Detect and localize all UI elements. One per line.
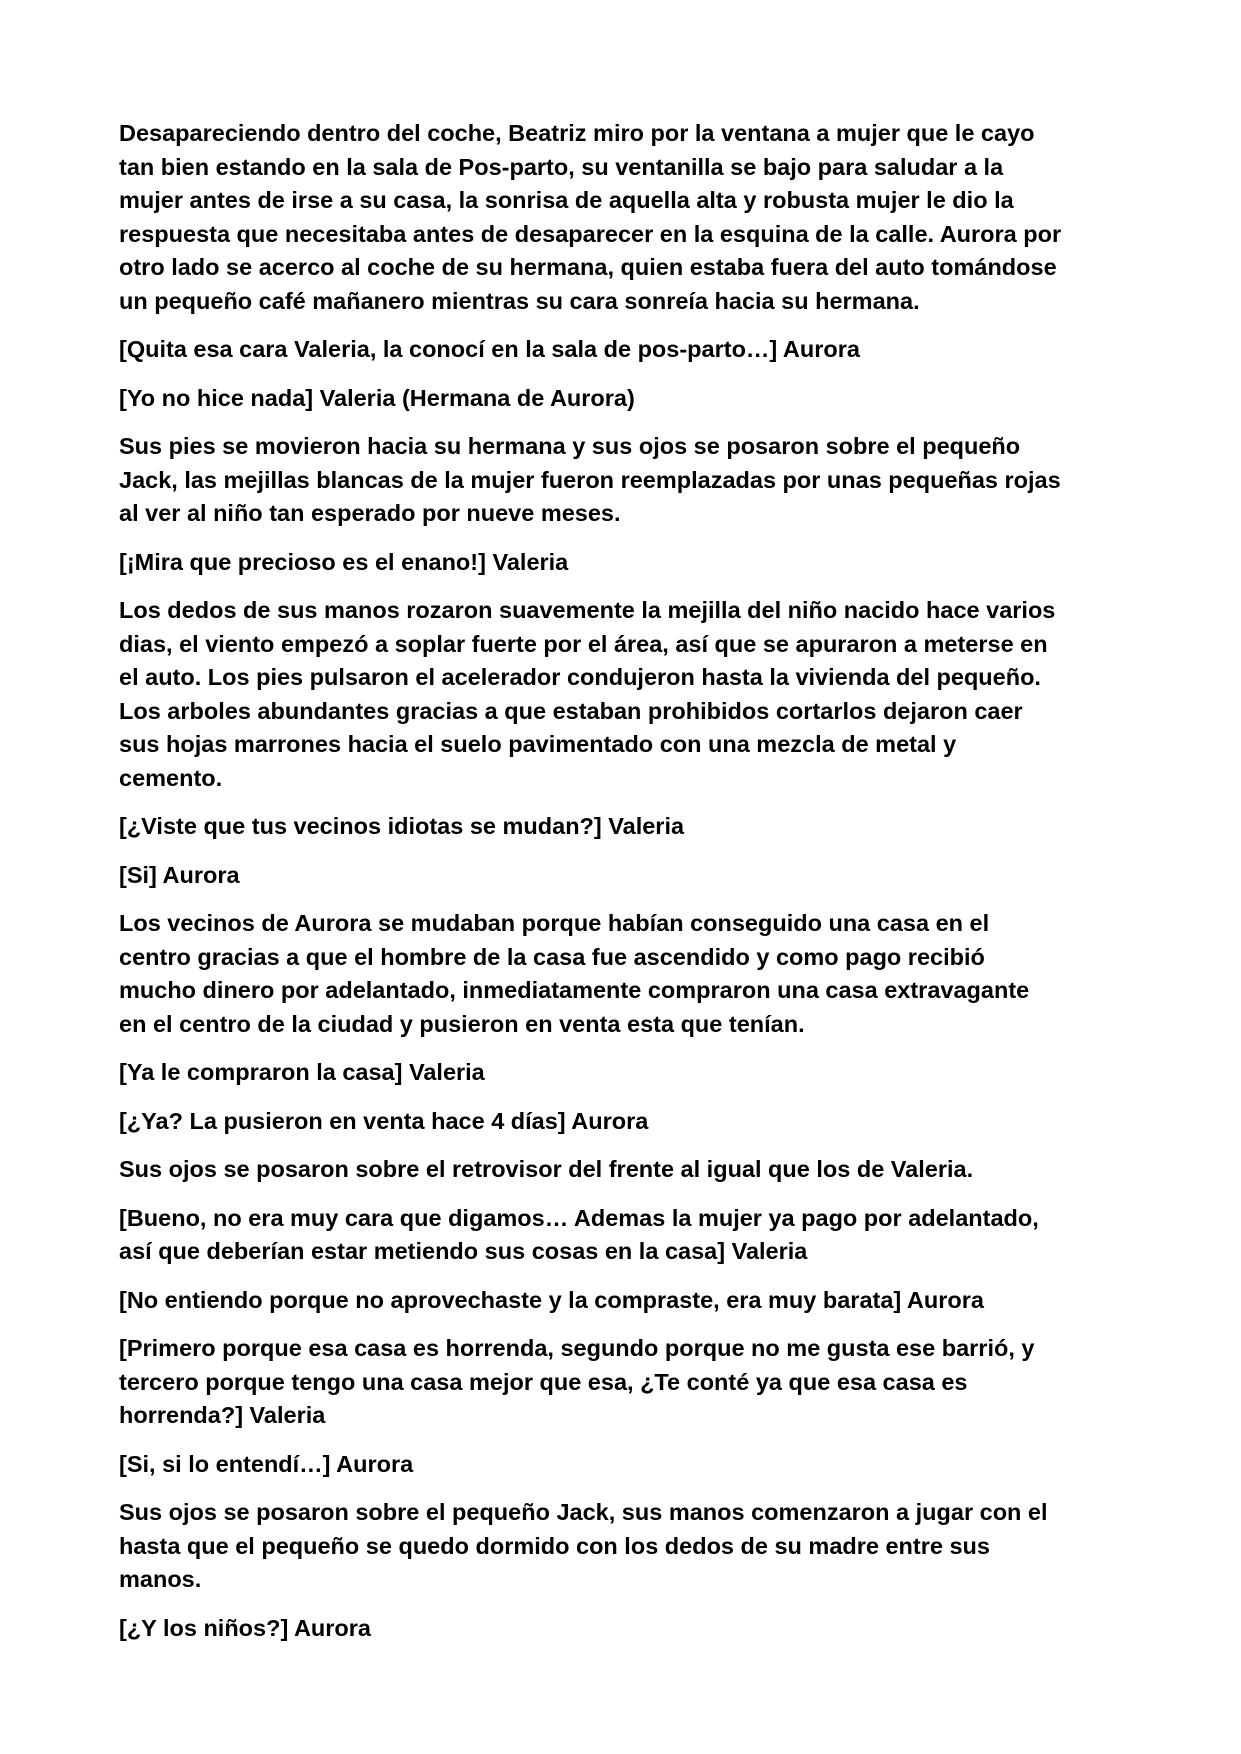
dialogue-line: [¿Ya? La pusieron en venta hace 4 días] Aurora [119,1107,649,1134]
dialogue-line: [¿Y los niños?] Aurora [119,1614,371,1641]
dialogue-line: [Si] Aurora [119,861,240,888]
dialogue-line: [Bueno, no era muy cara que digamos… Ademas la mujer ya pago por adelantado, así que deberían estar metiendo sus cosas en la casa] Valeria [119,1204,1039,1264]
narrative-paragraph: Desapareciendo dentro del coche, Beatriz miro por la ventana a mujer que le cayo tan bien estando en la sala de Pos-parto, su ventanilla se bajo para saludar a la mujer antes de irse a su casa, la sonrisa de aquella alta y robusta mujer le dio la respuesta que necesitaba antes de desaparecer en la esquina de la calle. Aurora por otro lado se acerco al coche de su hermana, quien estaba fuera del auto tomándose un pequeño café mañanero mientras su cara sonreía hacia su hermana. [119,120,1062,314]
narrative-paragraph: Los dedos de sus manos rozaron suavemente la mejilla del niño nacido hace varios dias, el viento empezó a soplar fuerte por el área, así que se apuraron a meterse en el auto. Los pies pulsaron el acelerador condujeron hasta la vivienda del pequeño. Los arboles abundantes gracias a que estaban prohibidos cortarlos dejaron caer sus hojas marrones hacia el suelo pavimentado con una mezcla de metal y cemento. [119,597,1056,791]
narrative-paragraph: Sus ojos se posaron sobre el pequeño Jack, sus manos comenzaron a jugar con el hasta que el pequeño se quedo dormido con los dedos de su madre entre sus manos. [119,1499,1048,1592]
narrative-paragraph: Sus ojos se posaron sobre el retrovisor del frente al igual que los de Valeria. [119,1156,974,1182]
dialogue-line: [No entiendo porque no aprovechaste y la compraste, era muy barata] Aurora [119,1286,984,1313]
dialogue-line: [¿Viste que tus vecinos idiotas se mudan?] Valeria [119,813,685,839]
narrative-paragraph: Sus pies se movieron hacia su hermana y sus ojos se posaron sobre el pequeño Jack, las mejillas blancas de la mujer fueron reemplazadas por unas pequeñas rojas al ver al niño tan esperado por nueve meses. [119,433,1061,526]
dialogue-line: [Yo no hice nada] Valeria (Hermana de Aurora) [119,384,635,411]
dialogue-line: [Quita esa cara Valeria, la conocí en la sala de pos-parto…] Aurora [119,336,860,362]
dialogue-line: [¡Mira que precioso es el enano!] Valeria [119,548,569,575]
dialogue-line: [Si, si lo entendí…] Aurora [119,1450,414,1477]
narrative-paragraph: Los vecinos de Aurora se mudaban porque habían conseguido una casa en el centro gracias a que el hombre de la casa fue ascendido y como pago recibió mucho dinero por adelantado, inmediatamente compraron una casa extravagante en el centro de la ciudad y pusieron en venta esta que tenían. [119,910,1030,1037]
dialogue-line: [Ya le compraron la casa] Valeria [119,1059,485,1085]
dialogue-line: [Primero porque esa casa es horrenda, segundo porque no me gusta ese barrió, y tercero porque tengo una casa mejor que esa, ¿Te conté ya que esa casa es horrenda?] Valeria [119,1335,1035,1428]
document-body [119,117,1131,1660]
